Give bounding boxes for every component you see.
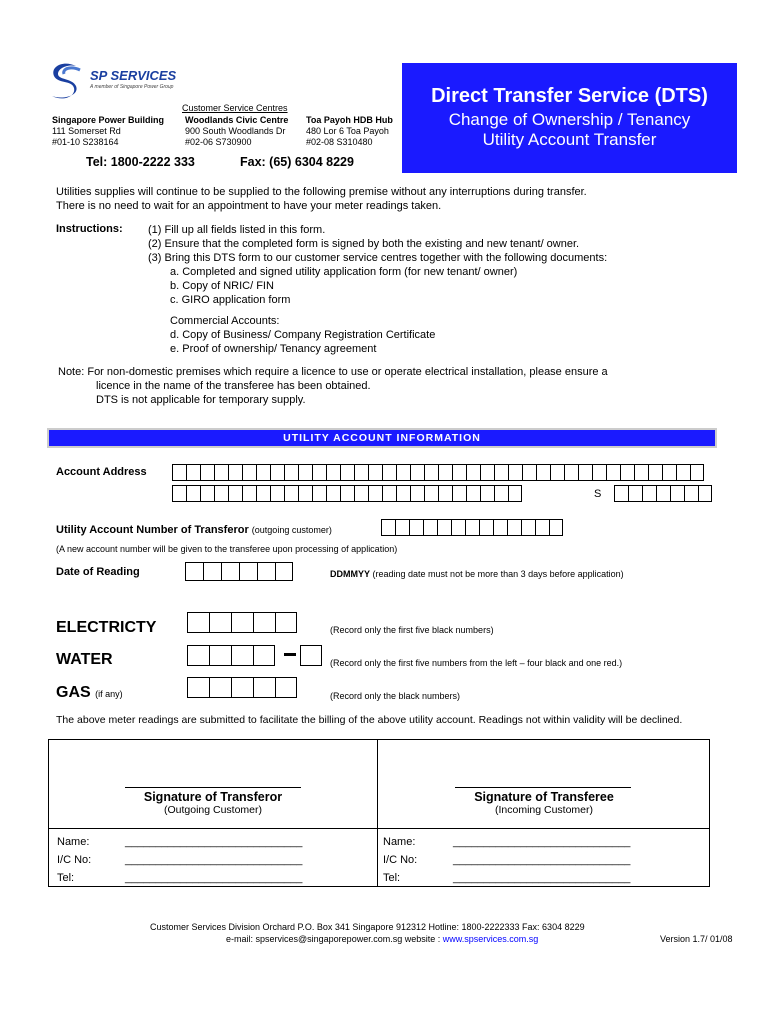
instruction-doc: b. Copy of NRIC/ FIN bbox=[170, 280, 274, 292]
centre-line1: 111 Somerset Rd bbox=[52, 126, 121, 136]
centre-name: Singapore Power Building bbox=[52, 115, 165, 125]
ic-label: I/C No: bbox=[383, 854, 418, 866]
meter-statement: The above meter readings are submitted to facilitate the billing of the above utility account. Readings not within validity will be declined. bbox=[56, 714, 683, 726]
postal-prefix: S bbox=[594, 488, 602, 500]
centre-line2: #02-06 S730900 bbox=[185, 137, 252, 147]
intro-line1: Utilities supplies will continue to be supplied to the following premise without any interruptions during transfer. bbox=[56, 186, 587, 198]
centre-woodlands bbox=[185, 115, 288, 148]
fax-number: Fax: (65) 6304 8229 bbox=[240, 155, 354, 169]
gas-label bbox=[56, 684, 123, 702]
transferor-sub: (Outgoing Customer) bbox=[163, 804, 263, 816]
footer-email: e-mail: spservices@singaporepower.com.sg website : bbox=[226, 934, 443, 944]
transferee-signature bbox=[378, 790, 710, 816]
section-header: UTILITY ACCOUNT INFORMATION bbox=[47, 428, 717, 448]
gas-qualifier: (if any) bbox=[95, 689, 123, 699]
account-number-title: Utility Account Number of Transferor bbox=[56, 524, 249, 536]
water-label: WATER bbox=[56, 651, 113, 668]
transferor-title: Signature of Transferor bbox=[143, 790, 283, 804]
centre-line1: 900 South Woodlands Dr bbox=[185, 126, 286, 136]
note-line2: licence in the name of the transferee has been obtained. bbox=[96, 380, 371, 392]
commercial-heading: Commercial Accounts: bbox=[170, 315, 280, 327]
date-boxes[interactable] bbox=[185, 562, 293, 581]
logo-name: SP SERVICES bbox=[90, 68, 177, 83]
instructions-label: Instructions: bbox=[56, 223, 123, 235]
transferee-tel-field[interactable]: _____________________________ bbox=[453, 872, 631, 884]
name-label: Name: bbox=[57, 836, 90, 848]
centre-line1: 480 Lor 6 Toa Payoh bbox=[306, 126, 389, 136]
footer-version: Version 1.7/ 01/08 bbox=[660, 934, 733, 944]
electricity-boxes[interactable] bbox=[187, 612, 297, 633]
ic-label: I/C No: bbox=[57, 854, 92, 866]
transferor-signature bbox=[49, 790, 377, 816]
date-of-reading-label: Date of Reading bbox=[56, 566, 140, 578]
signature-divider-h bbox=[49, 828, 709, 829]
account-address-label: Account Address bbox=[56, 466, 147, 478]
instruction-doc: e. Proof of ownership/ Tenancy agreement bbox=[170, 343, 377, 355]
centre-line2: #01-10 S238164 bbox=[52, 137, 119, 147]
water-note: (Record only the first five numbers from the left – four black and one red.) bbox=[330, 658, 623, 668]
instruction-step: (3) Bring this DTS form to our customer service centres together with the following documents: bbox=[148, 252, 608, 264]
sp-swirl-icon bbox=[46, 60, 86, 104]
banner-title: Direct Transfer Service (DTS) bbox=[431, 85, 708, 107]
banner-sub1: Change of Ownership / Tenancy bbox=[448, 110, 691, 129]
name-label: Name: bbox=[383, 836, 416, 848]
transferor-tel-field[interactable]: _____________________________ bbox=[125, 872, 303, 884]
centre-name: Toa Payoh HDB Hub bbox=[306, 115, 393, 125]
centre-line2: #02-08 S310480 bbox=[306, 137, 373, 147]
dts-banner bbox=[402, 63, 737, 173]
transferee-ic-field[interactable]: _____________________________ bbox=[453, 854, 631, 866]
account-address-row2[interactable] bbox=[172, 485, 522, 502]
gas-boxes[interactable] bbox=[187, 677, 297, 698]
footer-address: Customer Services Division Orchard P.O. Box 341 Singapore 912312 Hotline: 1800-2222333 Fax: 6304 8229 bbox=[150, 922, 585, 932]
account-number-note: (outgoing customer) bbox=[251, 525, 332, 535]
gas-note: (Record only the black numbers) bbox=[330, 691, 461, 701]
tel-label: Tel: bbox=[57, 872, 75, 884]
gas-title: GAS bbox=[56, 684, 91, 701]
date-format bbox=[330, 569, 624, 579]
transferee-sub: (Incoming Customer) bbox=[494, 804, 594, 816]
transferor-name-field[interactable]: _____________________________ bbox=[125, 836, 303, 848]
note-block bbox=[58, 365, 608, 407]
electricity-label: ELECTRICTY bbox=[56, 619, 157, 636]
intro-text bbox=[56, 185, 587, 213]
account-number-sub: (A new account number will be given to the transferee upon processing of application) bbox=[56, 544, 398, 554]
electricity-note: (Record only the first five black numbers) bbox=[330, 625, 494, 635]
instruction-doc: c. GIRO application form bbox=[170, 294, 291, 306]
centre-spb bbox=[52, 115, 164, 148]
banner-sub2: Utility Account Transfer bbox=[482, 130, 657, 149]
water-dash bbox=[284, 653, 296, 656]
water-red-box[interactable] bbox=[300, 645, 322, 666]
instruction-step: (2) Ensure that the completed form is signed by both the existing and new tenant/ owner. bbox=[148, 238, 580, 250]
footer-website-link[interactable]: www.spservices.com.sg bbox=[442, 934, 539, 944]
water-boxes[interactable] bbox=[187, 645, 275, 666]
postal-code-boxes[interactable] bbox=[614, 485, 712, 502]
intro-line2: There is no need to wait for an appointment to have your meter readings taken. bbox=[56, 200, 442, 212]
transferor-signature-line[interactable] bbox=[125, 787, 301, 788]
instruction-doc: a. Completed and signed utility application form (for new tenant/ owner) bbox=[170, 266, 518, 278]
date-note: (reading date must not be more than 3 days before application) bbox=[372, 569, 624, 579]
sp-logo bbox=[46, 60, 206, 106]
centre-name: Woodlands Civic Centre bbox=[185, 115, 289, 125]
footer-contact bbox=[226, 934, 538, 944]
transferee-title: Signature of Transferee bbox=[474, 790, 614, 804]
transferor-details bbox=[57, 833, 302, 887]
note-line3: DTS is not applicable for temporary supply. bbox=[96, 394, 306, 406]
centre-toapayoh bbox=[306, 115, 393, 148]
logo-tagline: A member of Singapore Power Group bbox=[90, 84, 174, 90]
instruction-step: (1) Fill up all fields listed in this form. bbox=[148, 224, 326, 236]
date-format-code: DDMMYY bbox=[330, 569, 370, 579]
instruction-doc: d. Copy of Business/ Company Registration Certificate bbox=[170, 329, 436, 341]
account-number-boxes[interactable] bbox=[381, 519, 563, 536]
centres-heading: Customer Service Centres bbox=[182, 103, 288, 113]
tel-label: Tel: bbox=[383, 872, 401, 884]
instructions-list bbox=[148, 223, 607, 356]
transferor-ic-field[interactable]: _____________________________ bbox=[125, 854, 303, 866]
account-number-label bbox=[56, 524, 332, 536]
account-address-row1[interactable] bbox=[172, 464, 704, 481]
note-line1: Note: For non-domestic premises which require a licence to use or operate electrical installation, please ensure a bbox=[58, 366, 608, 378]
transferee-name-field[interactable]: _____________________________ bbox=[453, 836, 631, 848]
signature-table bbox=[48, 739, 710, 887]
transferee-signature-line[interactable] bbox=[455, 787, 631, 788]
tel-number: Tel: 1800-2222 333 bbox=[86, 155, 195, 169]
transferee-details bbox=[383, 833, 630, 887]
